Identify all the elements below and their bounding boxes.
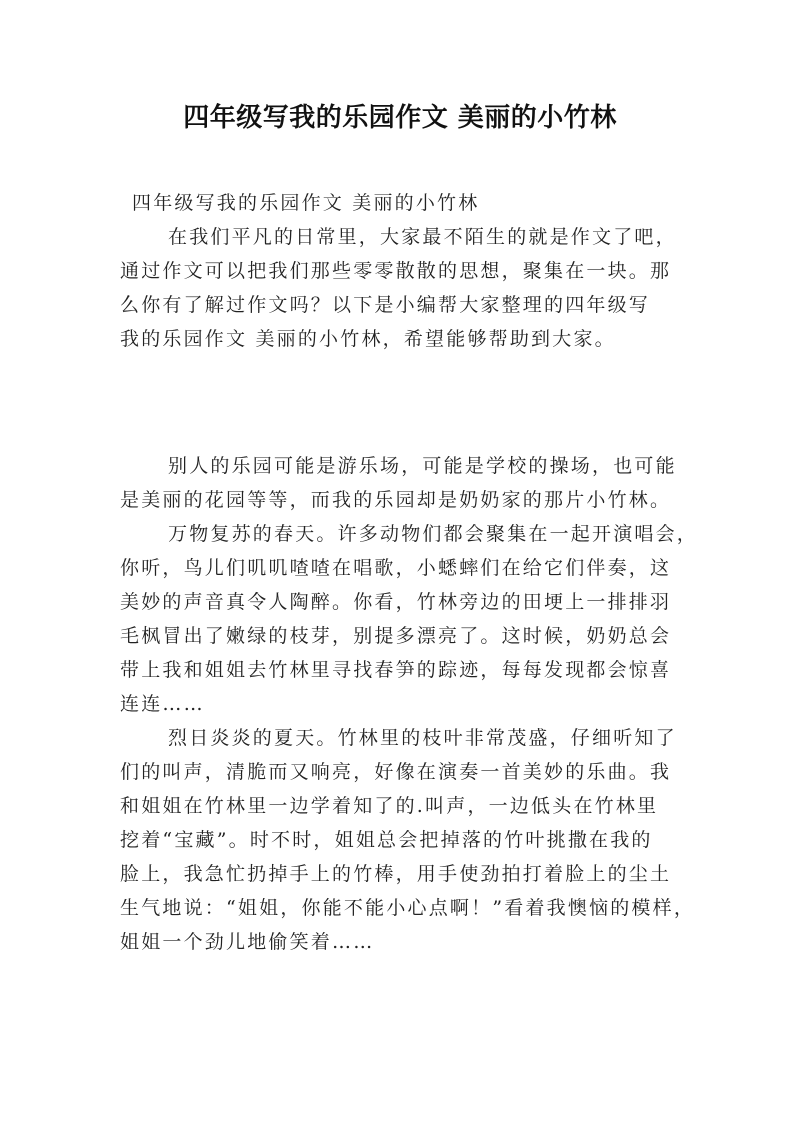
paragraph-line: 脸上，我急忙扔掉手上的竹棒，用手使劲拍打着脸上的尘土 [120,863,672,885]
intro-line: 通过作文可以把我们那些零零散散的思想，聚集在一块。那 [120,260,672,282]
paragraph-line: 你听，鸟儿们叽叽喳喳在唱歌，小蟋蟀们在给它们伴奏，这 [120,557,672,579]
intro-line: 我的乐园作文 美丽的小竹林，希望能够帮助到大家。 [120,328,616,350]
intro-line: 么你有了解过作文吗？以下是小编帮大家整理的四年级写 [120,294,651,316]
paragraph-line: 烈日炎炎的夏天。竹林里的枝叶非常茂盛，仔细听知了 [168,727,677,749]
paragraph-line: 毛枫冒出了嫩绿的枝芽，别提多漂亮了。这时候，奶奶总会 [120,625,672,647]
document-title: 四年级写我的乐园作文 美丽的小竹林 [183,103,617,133]
paragraph-line: 连连…… [120,693,205,715]
paragraph-line: 姐姐一个劲儿地偷笑着…… [120,931,375,953]
paragraph-line: 万物复苏的春天。许多动物们都会聚集在一起开演唱会， [168,523,699,545]
paragraph-line: 美妙的声音真令人陶醉。你看，竹林旁边的田埂上一排排羽 [120,591,672,613]
essay-body [120,449,699,959]
paragraph-line: 是美丽的花园等等，而我的乐园却是奶奶家的那片小竹林。 [120,489,672,511]
paragraph-line: 带上我和姐姐去竹林里寻找春笋的踪迹，每每发现都会惊喜 [120,659,672,681]
intro-line: 在我们平凡的日常里，大家最不陌生的就是作文了吧， [168,226,677,248]
intro-subtitle: 四年级写我的乐园作文 美丽的小竹林 [132,192,480,214]
paragraph-line: 们的叫声，清脆而又响亮，好像在演奏一首美妙的乐曲。我 [120,761,672,783]
paragraph-line: 生气地说：“姐姐，你能不能小心点啊！”看着我懊恼的模样， [120,897,696,919]
paragraph-line: 挖着“宝藏”。时不时，姐姐总会把掉落的竹叶挑撒在我的 [120,829,653,851]
paragraph-line: 别人的乐园可能是游乐场，可能是学校的操场，也可能 [168,455,677,477]
paragraph-line: 和姐姐在竹林里一边学着知了的.叫声，一边低头在竹林里 [120,795,659,817]
intro-block [120,186,685,356]
